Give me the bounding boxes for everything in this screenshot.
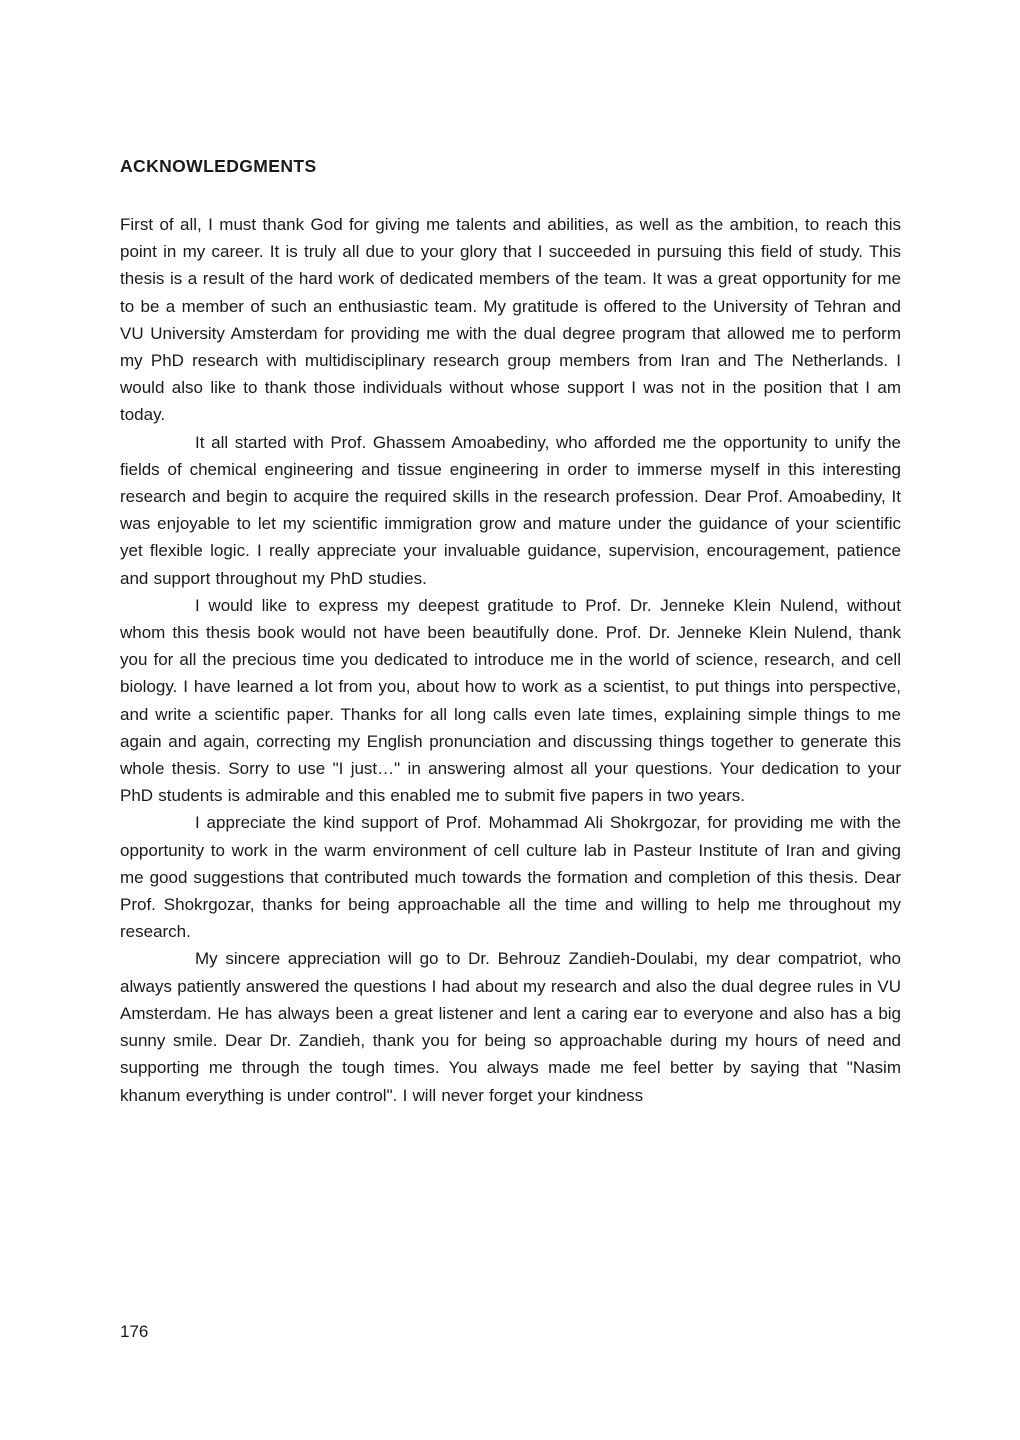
page-title: ACKNOWLEDGMENTS	[120, 156, 317, 176]
paragraphs	[120, 211, 901, 1109]
page-number: 176	[120, 1322, 149, 1341]
paragraph: First of all, I must thank God for giving me talents and abilities, as well as the ambition, to reach this point in my career. It is truly all due to your glory that I succeeded in pursuing this field of study. This thesis is a result of the hard work of dedicated members of the team. It was a great opportunity for me to be a member of such an enthusiastic team. My gratitude is offered to the University of Tehran and VU University Amsterdam for providing me with the dual degree program that allowed me to perform my PhD research with multidisciplinary research group members from Iran and The Netherlands. I would also like to thank those individuals without whose support I was not in the position that I am today.	[120, 215, 901, 425]
paragraph: My sincere appreciation will go to Dr. Behrouz Zandieh-Doulabi, my dear compatriot, who always patiently answered the questions I had about my research and also the dual degree rules in VU Amsterdam. He has always been a great listener and lent a caring ear to everyone and also has a big sunny smile. Dear Dr. Zandieh, thank you for being so approachable during my hours of need and supporting me through the tough times. You always made me feel better by saying that "Nasim khanum everything is under control". I will never forget your kindness	[120, 949, 901, 1105]
paragraph: I appreciate the kind support of Prof. Mohammad Ali Shokrgozar, for providing me with the opportunity to work in the warm environment of cell culture lab in Pasteur Institute of Iran and giving me good suggestions that contributed much towards the formation and completion of this thesis. Dear Prof. Shokrgozar, thanks for being approachable all the time and willing to help me throughout my research.	[120, 813, 901, 942]
page-content	[120, 156, 901, 1109]
paragraph: I would like to express my deepest gratitude to Prof. Dr. Jenneke Klein Nulend, without whom this thesis book would not have been beautifully done. Prof. Dr. Jenneke Klein Nulend, thank you for all the precious time you dedicated to introduce me in the world of science, research, and cell biology. I have learned a lot from you, about how to work as a scientist, to put things into perspective, and write a scientific paper. Thanks for all long calls even late times, explaining simple things to me again and again, correcting my English pronunciation and discussing things together to generate this whole thesis. Sorry to use "I just…" in answering almost all your questions. Your dedication to your PhD students is admirable and this enabled me to submit five papers in two years.	[120, 595, 901, 806]
paragraph: It all started with Prof. Ghassem Amoabediny, who afforded me the opportunity to unify the fields of chemical engineering and tissue engineering in order to immerse myself in this interesting research and begin to acquire the required skills in the research profession. Dear Prof. Amoabediny, It was enjoyable to let my scientific immigration grow and mature under the guidance of your scientific yet flexible logic. I really appreciate your invaluable guidance, supervision, encouragement, patience and support throughout my PhD studies.	[120, 432, 901, 588]
